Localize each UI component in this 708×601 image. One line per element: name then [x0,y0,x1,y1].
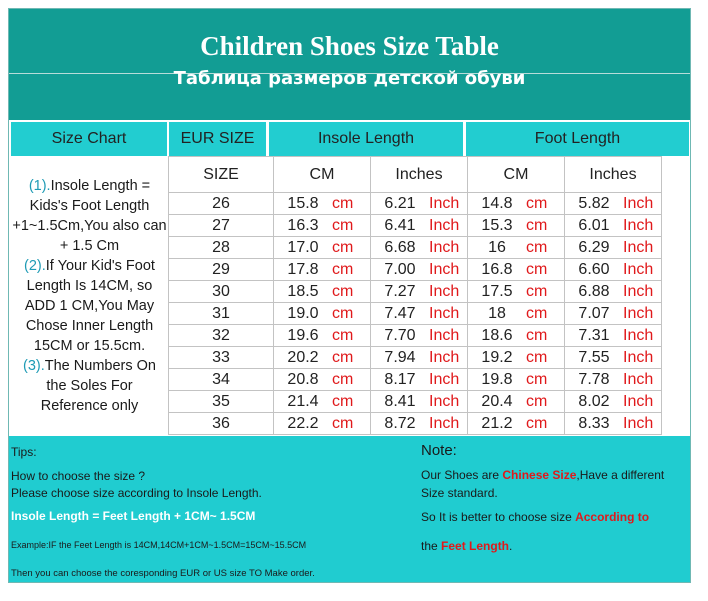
insole-cm-unit: cm [332,326,354,344]
insole-cm-cell [274,281,371,303]
foot-inch-value: 5.82 [578,194,610,212]
foot-cm-cell [468,215,565,237]
col-header-foot-length [466,122,689,156]
foot-inch-cell [565,347,662,369]
note-according-to: According to [575,510,650,524]
foot-cm-cell [468,303,565,325]
foot-inch-value: 8.33 [578,414,610,432]
foot-inch-value: 7.31 [578,326,610,344]
col-header-eur-size-label: EUR SIZE [180,130,255,147]
foot-cm-value: 16.8 [481,260,513,278]
size-table [168,156,662,435]
eur-size-cell: 30 [169,281,274,303]
insole-inch-unit: Inch [429,392,460,410]
eur-size-cell: 34 [169,369,274,391]
note-2-text: If Your Kid's Foot Length Is 14CM, so ADD 1 CM,You May Chose Inner Length 15CM or 15.5cm. [24,258,155,354]
insole-cm-cell [274,259,371,281]
insole-inch-unit: Inch [429,260,460,278]
tips-footer [9,436,690,582]
insole-inch-cell [371,391,468,413]
insole-cm-cell [274,325,371,347]
note-line-4 [421,539,512,553]
insole-cm-cell [274,391,371,413]
insole-cm-unit: cm [332,414,354,432]
insole-inch-cell [371,237,468,259]
note-chinese-size: Chinese Size [502,468,577,482]
tips-how: How to choose the size ? [11,469,146,483]
insole-cm-unit: cm [332,392,354,410]
foot-cm-cell [468,325,565,347]
insole-inch-value: 6.68 [384,238,416,256]
insole-inch-unit: Inch [429,304,460,322]
foot-inch-unit: Inch [623,260,654,278]
foot-inch-unit: Inch [623,392,654,410]
insole-cm-value: 18.5 [287,282,319,300]
insole-cm-cell [274,303,371,325]
eur-size-cell: 31 [169,303,274,325]
size-row [169,281,662,303]
foot-cm-value: 19.8 [481,370,513,388]
insole-inch-cell [371,303,468,325]
subheader-insole-inches: Inches [371,157,468,193]
foot-inch-value: 7.55 [578,348,610,366]
note-line-1-c: ,Have a different [576,468,665,482]
insole-cm-value: 19.6 [287,326,319,344]
insole-inch-unit: Inch [429,414,460,432]
foot-inch-unit: Inch [623,282,654,300]
foot-cm-value: 17.5 [481,282,513,300]
foot-inch-value: 7.07 [578,304,610,322]
insole-inch-value: 7.47 [384,304,416,322]
foot-cm-cell [468,413,565,435]
insole-inch-cell [371,259,468,281]
foot-inch-cell [565,413,662,435]
insole-inch-cell [371,215,468,237]
foot-cm-cell [468,281,565,303]
subheader-foot-cm: CM [468,157,565,193]
col-header-size-chart [11,122,167,156]
insole-inch-cell [371,281,468,303]
insole-cm-unit: cm [332,238,354,256]
foot-cm-value: 18 [488,304,506,322]
foot-inch-cell [565,281,662,303]
subheader-row [169,157,662,193]
foot-cm-unit: cm [526,326,548,344]
header-banner [9,9,690,120]
insole-cm-value: 17.8 [287,260,319,278]
foot-inch-unit: Inch [623,326,654,344]
foot-inch-cell [565,193,662,215]
foot-cm-unit: cm [526,238,548,256]
note-line-3 [421,510,649,524]
insole-cm-unit: cm [332,348,354,366]
size-row [169,193,662,215]
insole-inch-unit: Inch [429,238,460,256]
foot-inch-unit: Inch [623,238,654,256]
col-header-size-chart-label: Size Chart [51,130,127,147]
foot-inch-value: 6.29 [578,238,610,256]
foot-inch-unit: Inch [623,370,654,388]
insole-inch-unit: Inch [429,348,460,366]
insole-cm-value: 20.8 [287,370,319,388]
insole-cm-unit: cm [332,304,354,322]
insole-inch-unit: Inch [429,370,460,388]
col-header-eur-size [169,122,266,156]
size-row [169,413,662,435]
col-header-insole-length-label: Insole Length [317,130,415,147]
foot-cm-value: 15.3 [481,216,513,234]
foot-cm-cell [468,369,565,391]
foot-inch-unit: Inch [623,216,654,234]
insole-cm-unit: cm [332,216,354,234]
insole-cm-cell [274,193,371,215]
foot-cm-value: 21.2 [481,414,513,432]
insole-cm-cell [274,347,371,369]
insole-inch-cell [371,193,468,215]
size-row [169,391,662,413]
foot-inch-value: 8.02 [578,392,610,410]
foot-inch-cell [565,391,662,413]
size-row [169,303,662,325]
size-row [169,369,662,391]
note-3-text: The Numbers On the Soles For Reference only [40,358,156,414]
tips-please: Please choose size according to Insole Length. [11,486,262,500]
note-1 [11,176,168,256]
subheader-size: SIZE [169,157,274,193]
eur-size-cell: 29 [169,259,274,281]
insole-inch-value: 8.41 [384,392,416,410]
foot-cm-cell [468,237,565,259]
insole-inch-value: 7.94 [384,348,416,366]
insole-inch-cell [371,413,468,435]
insole-inch-value: 7.27 [384,282,416,300]
foot-cm-value: 16 [488,238,506,256]
size-row [169,259,662,281]
foot-inch-cell [565,259,662,281]
eur-size-cell: 35 [169,391,274,413]
insole-cm-value: 21.4 [287,392,319,410]
foot-cm-value: 20.4 [481,392,513,410]
insole-inch-cell [371,369,468,391]
insole-inch-unit: Inch [429,194,460,212]
order-instruction: Then you can choose the coresponding EUR or US size TO Make order. [11,568,315,579]
subheader-foot-inches: Inches [565,157,662,193]
foot-cm-cell [468,193,565,215]
insole-inch-value: 6.21 [384,194,416,212]
size-row [169,215,662,237]
foot-cm-unit: cm [526,392,548,410]
foot-cm-cell [468,391,565,413]
foot-cm-unit: cm [526,370,548,388]
insole-cm-cell [274,237,371,259]
size-row [169,347,662,369]
col-header-insole-length [269,122,463,156]
foot-inch-cell [565,215,662,237]
insole-cm-unit: cm [332,260,354,278]
eur-size-cell: 27 [169,215,274,237]
insole-cm-unit: cm [332,282,354,300]
tips-label: Tips: [11,445,37,459]
insole-cm-value: 22.2 [287,414,319,432]
foot-cm-unit: cm [526,282,548,300]
insole-inch-unit: Inch [429,216,460,234]
foot-inch-unit: Inch [623,194,654,212]
size-row [169,325,662,347]
note-1-text: Insole Length = Kids's Foot Length +1~1.5Cm,You also can + 1.5 Cm [12,178,167,254]
size-row [169,237,662,259]
insole-inch-value: 8.72 [384,414,416,432]
formula-example: Example:IF the Feet Length is 14CM,14CM+1CM~1.5CM=15CM~15.5CM [11,540,307,550]
foot-inch-value: 6.88 [578,282,610,300]
foot-cm-unit: cm [526,194,548,212]
insole-cm-value: 19.0 [287,304,319,322]
note-title: Note: [421,442,457,459]
insole-inch-cell [371,325,468,347]
foot-inch-cell [565,303,662,325]
note-2 [11,256,168,356]
eur-size-cell: 26 [169,193,274,215]
note-1-number: (1). [28,178,51,194]
insole-inch-value: 7.70 [384,326,416,344]
foot-inch-cell [565,325,662,347]
foot-cm-unit: cm [526,414,548,432]
foot-cm-value: 19.2 [481,348,513,366]
title-english: Children Shoes Size Table [200,31,499,61]
insole-cm-value: 17.0 [287,238,319,256]
insole-inch-cell [371,347,468,369]
insole-inch-value: 8.17 [384,370,416,388]
note-line-1 [421,468,664,482]
foot-inch-unit: Inch [623,304,654,322]
foot-cm-unit: cm [526,304,548,322]
insole-inch-value: 6.41 [384,216,416,234]
foot-cm-cell [468,259,565,281]
insole-cm-unit: cm [332,194,354,212]
insole-inch-unit: Inch [429,282,460,300]
foot-cm-cell [468,347,565,369]
title-russian: Таблица размеров детской обуви [173,68,526,89]
foot-inch-unit: Inch [623,414,654,432]
insole-formula: Insole Length = Feet Length + 1CM~ 1.5CM [11,509,256,523]
insole-inch-unit: Inch [429,326,460,344]
insole-cm-value: 16.3 [287,216,319,234]
foot-cm-value: 14.8 [481,194,513,212]
insole-cm-unit: cm [332,370,354,388]
foot-inch-unit: Inch [623,348,654,366]
col-header-foot-length-label: Foot Length [534,130,621,147]
foot-inch-value: 6.01 [578,216,610,234]
insole-cm-cell [274,215,371,237]
foot-inch-cell [565,237,662,259]
foot-cm-unit: cm [526,260,548,278]
size-chart-notes [11,158,168,434]
eur-size-cell: 32 [169,325,274,347]
note-2-number: (2). [24,258,46,274]
note-line-2: Size standard. [421,486,498,500]
insole-cm-value: 20.2 [287,348,319,366]
eur-size-cell: 36 [169,413,274,435]
note-line-4-c: . [509,539,513,553]
insole-inch-value: 7.00 [384,260,416,278]
foot-cm-unit: cm [526,348,548,366]
note-3-number: (3). [23,358,45,374]
eur-size-cell: 33 [169,347,274,369]
foot-cm-unit: cm [526,216,548,234]
foot-inch-cell [565,369,662,391]
insole-cm-cell [274,413,371,435]
insole-cm-cell [274,369,371,391]
foot-inch-value: 7.78 [578,370,610,388]
note-line-3-a: So It is better to choose size [421,510,576,524]
foot-cm-value: 18.6 [481,326,513,344]
insole-cm-value: 15.8 [287,194,319,212]
note-3 [11,356,168,416]
note-line-1-a: Our Shoes are [421,468,503,482]
foot-inch-value: 6.60 [578,260,610,278]
note-feet-length: Feet Length [441,539,510,553]
subheader-insole-cm: CM [274,157,371,193]
eur-size-cell: 28 [169,237,274,259]
size-chart-frame [8,8,691,583]
note-line-4-a: the [421,539,442,553]
